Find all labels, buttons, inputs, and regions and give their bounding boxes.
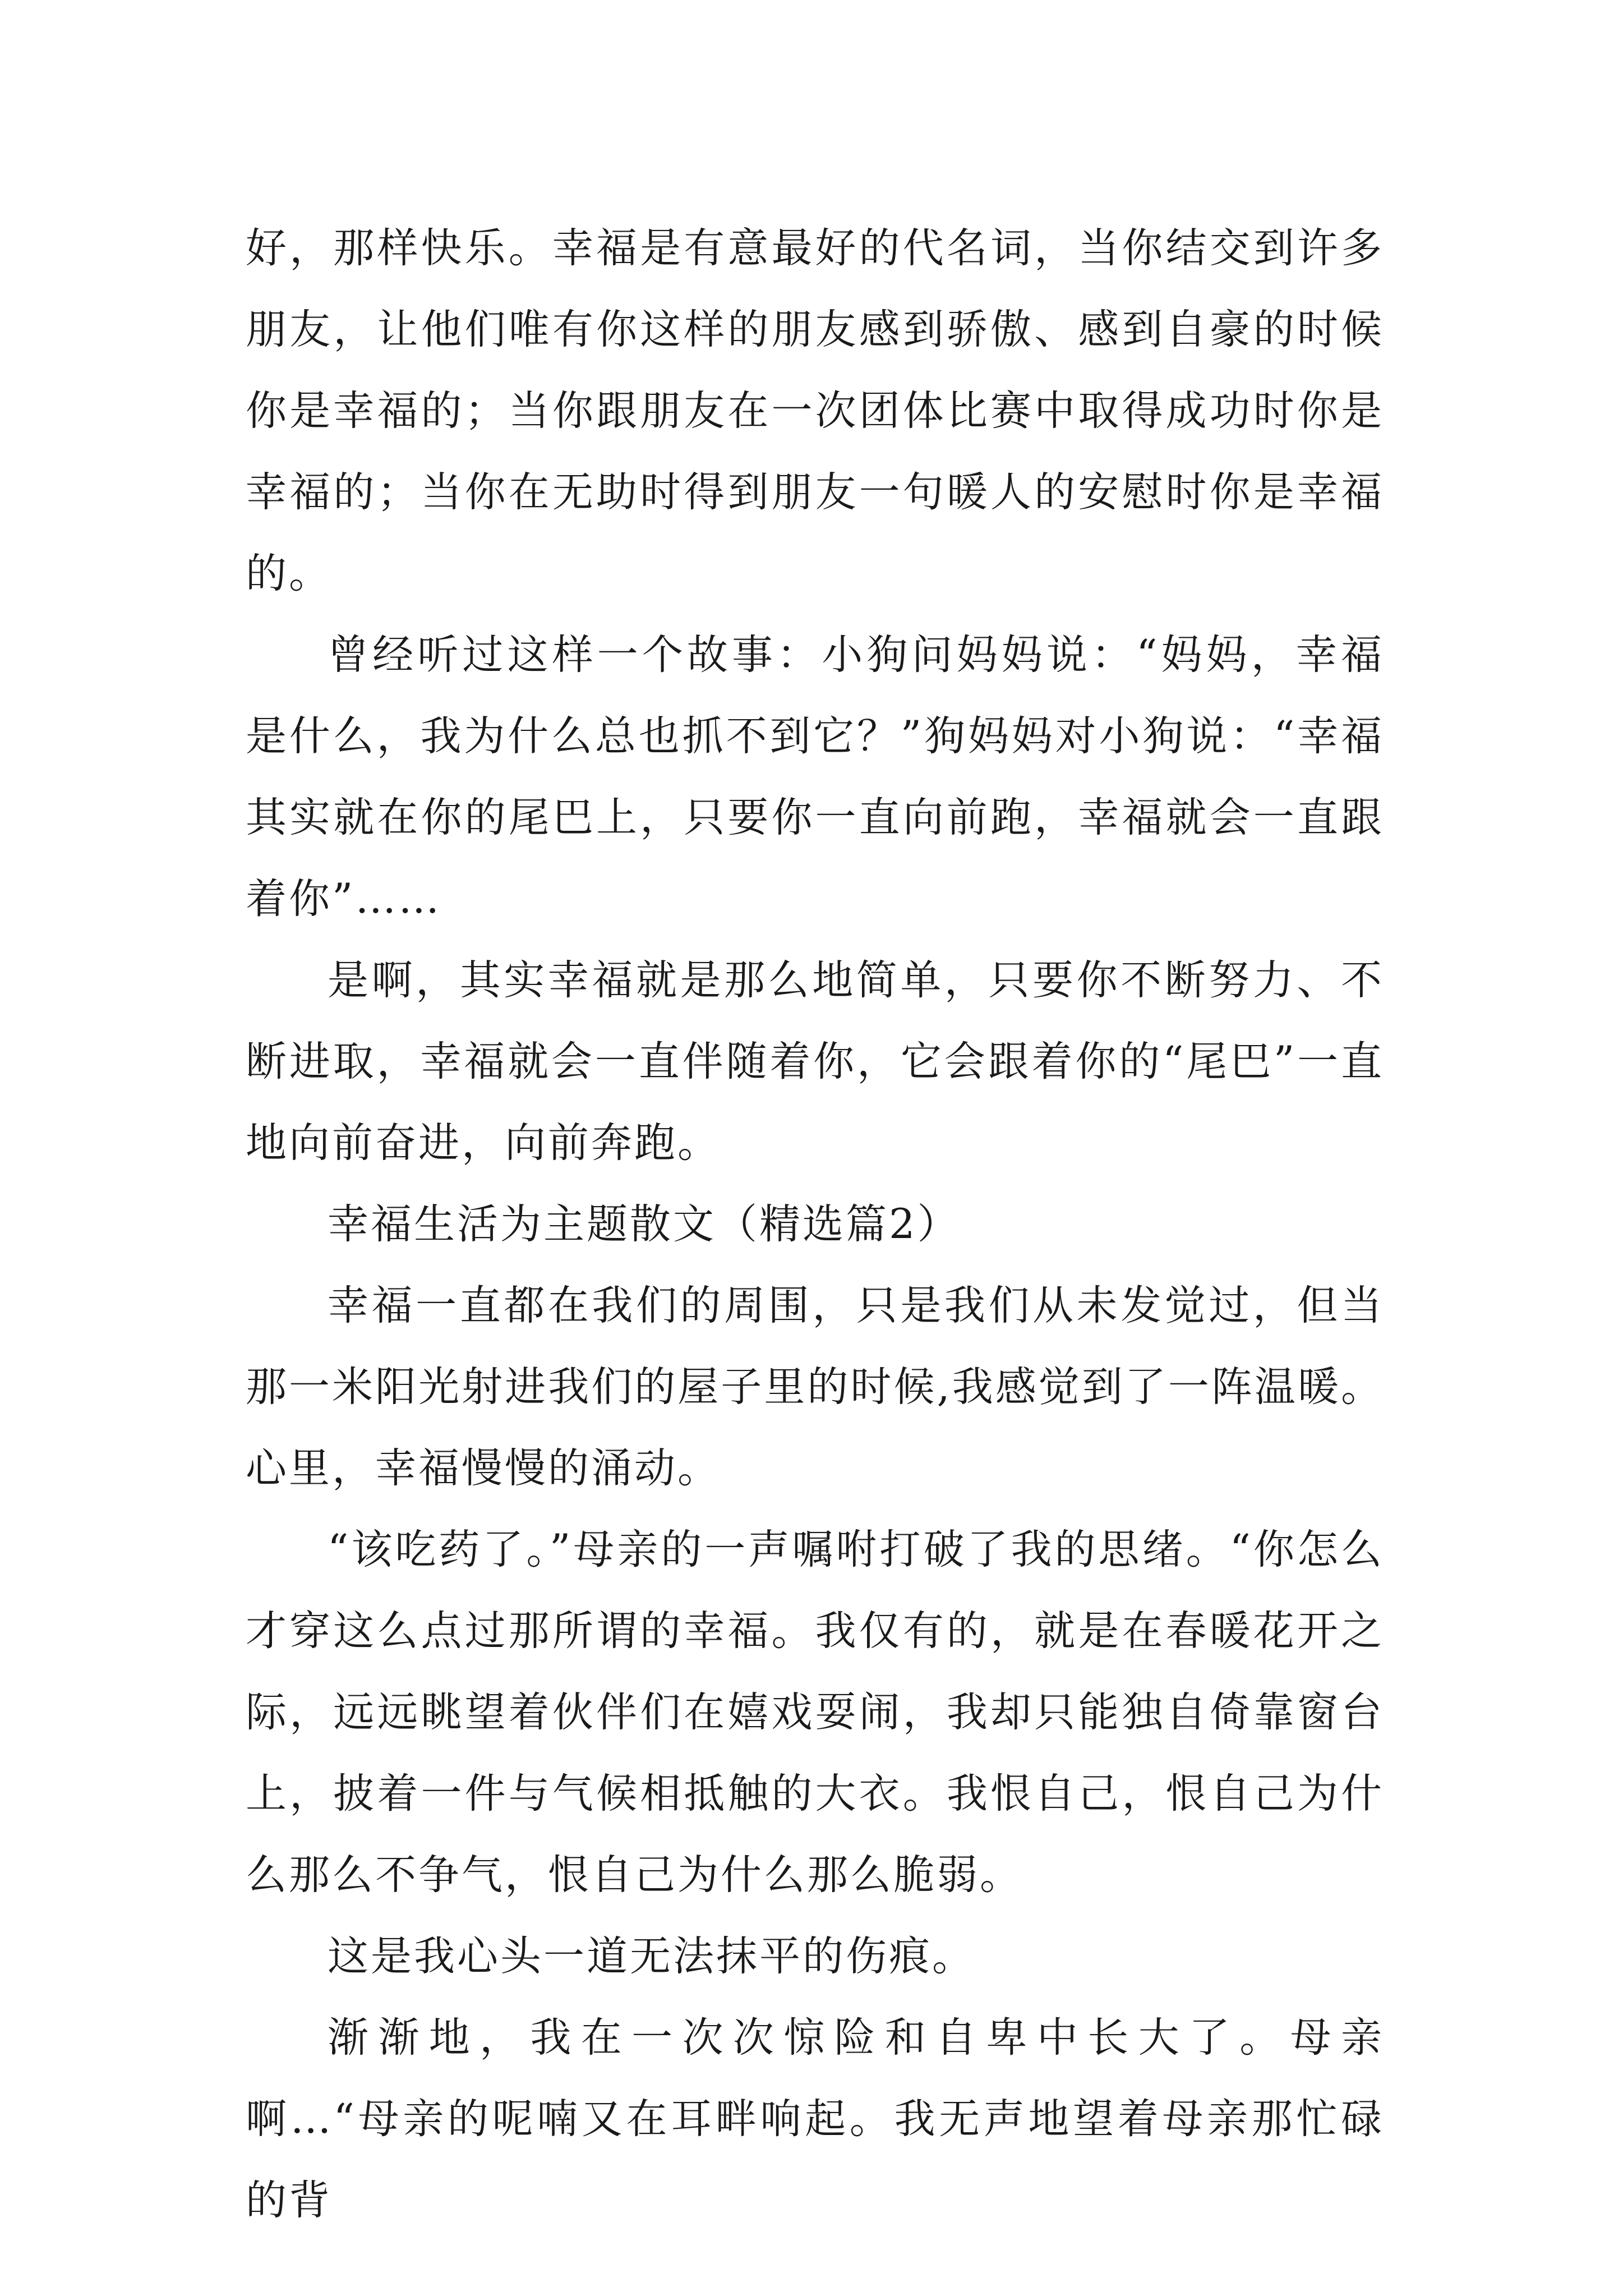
paragraph-6: 这是我心头一道无法抹平的伤痕。 [328, 1932, 975, 1980]
paragraph-4: 幸福一直都在我们的周围，只是我们从未发觉过，但当那一米阳光射进我们的屋子里的时候,我感觉到了一阵温暖。心里，幸福慢慢的涌动。 [246, 1282, 1384, 1492]
section-heading: 幸福生活为主题散文（精选篇2） [328, 1200, 961, 1248]
paragraph-3: 是啊，其实幸福就是那么地简单，只要你不断努力、不断进取，幸福就会一直伴随着你，它会跟着你的“尾巴”一直地向前奋进，向前奔跑。 [246, 956, 1384, 1167]
paragraph-5: “该吃药了。”母亲的一声嘱咐打破了我的思绪。“你怎么才穿这么点过那所谓的幸福。我仅有的，就是在春暖花开之际，远远眺望着伙伴们在嬉戏耍闹，我却只能独自倚靠窗台上，披着一件与气候相抵触的大衣。我恨自己，恨自己为什么那么不争气，恨自己为什么那么脆弱。 [246, 1526, 1384, 1899]
paragraph-1: 好，那样快乐。幸福是有意最好的代名词，当你结交到许多朋友，让他们唯有你这样的朋友感到骄傲、感到自豪的时候你是幸福的；当你跟朋友在一次团体比赛中取得成功时你是幸福的；当你在无助时得到朋友一句暖人的安慰时你是幸福的。 [246, 224, 1384, 597]
body-text [246, 208, 1384, 2241]
paragraph-2: 曾经听过这样一个故事：小狗问妈妈说：“妈妈，幸福是什么，我为什么总也抓不到它？”狗妈妈对小狗说：“幸福其实就在你的尾巴上，只要你一直向前跑，幸福就会一直跟着你”…… [246, 631, 1384, 923]
paragraph-7: 渐渐地，我在一次次惊险和自卑中长大了。母亲啊…“母亲的呢喃又在耳畔响起。我无声地望着母亲那忙碌的背 [246, 2014, 1384, 2224]
